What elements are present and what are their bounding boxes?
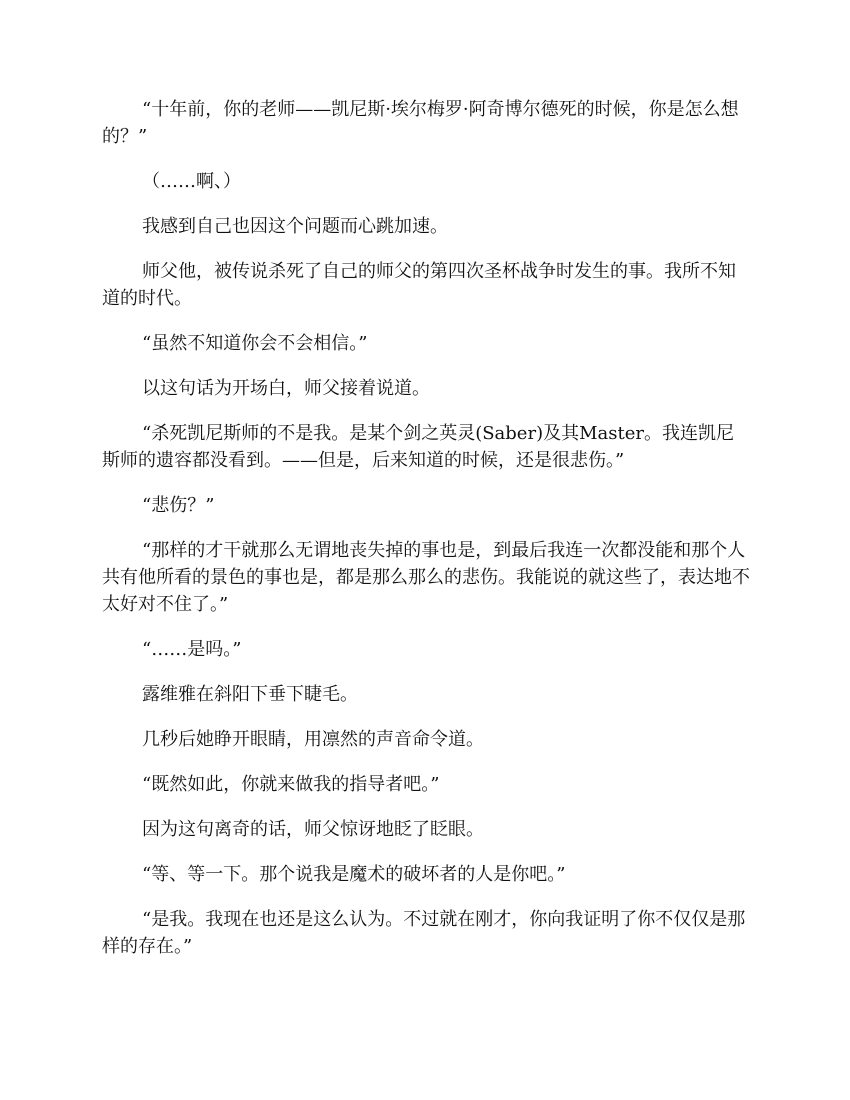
paragraph: 师父他，被传说杀死了自己的师父的第四次圣杯战争时发生的事。我所不知道的时代。 — [102, 261, 736, 309]
paragraph: 几秒后她睁开眼睛，用凛然的声音命令道。 — [142, 729, 484, 750]
paragraph: “悲伤？” — [142, 495, 215, 516]
paragraph: “……是吗。” — [142, 639, 242, 660]
paragraph: “那样的才干就那么无谓地丧失掉的事也是，到最后我连一次都没能和那个人共有他所看的景色的事也是，都是那么那么的悲伤。我能说的就这些了，表达地不太好对不住了。” — [102, 540, 750, 615]
document-page — [102, 96, 750, 978]
paragraph: “虽然不知道你会不会相信。” — [142, 333, 368, 354]
paragraph: 以这句话为开场白，师父接着说道。 — [142, 378, 430, 399]
paragraph: 露维雅在斜阳下垂下睫毛。 — [142, 684, 358, 705]
paragraph: “是我。我现在也还是这么认为。不过就在刚才，你向我证明了你不仅仅是那样的存在。” — [102, 909, 746, 957]
paragraph: “等、等一下。那个说我是魔术的破坏者的人是你吧。” — [142, 864, 566, 885]
paragraph: 我感到自己也因这个问题而心跳加速。 — [142, 216, 448, 237]
paragraph: “十年前，你的老师——凯尼斯·埃尔梅罗·阿奇博尔德死的时候，你是怎么想的？” — [102, 99, 739, 147]
paragraph: “既然如此，你就来做我的指导者吧。” — [142, 774, 440, 795]
paragraph: （……啊、） — [142, 171, 241, 192]
paragraph: 因为这句离奇的话，师父惊讶地眨了眨眼。 — [142, 819, 484, 840]
paragraph: “杀死凯尼斯师的不是我。是某个剑之英灵(Saber)及其Master。我连凯尼斯师的遗容都没看到。——但是，后来知道的时候，还是很悲伤。” — [102, 423, 734, 471]
